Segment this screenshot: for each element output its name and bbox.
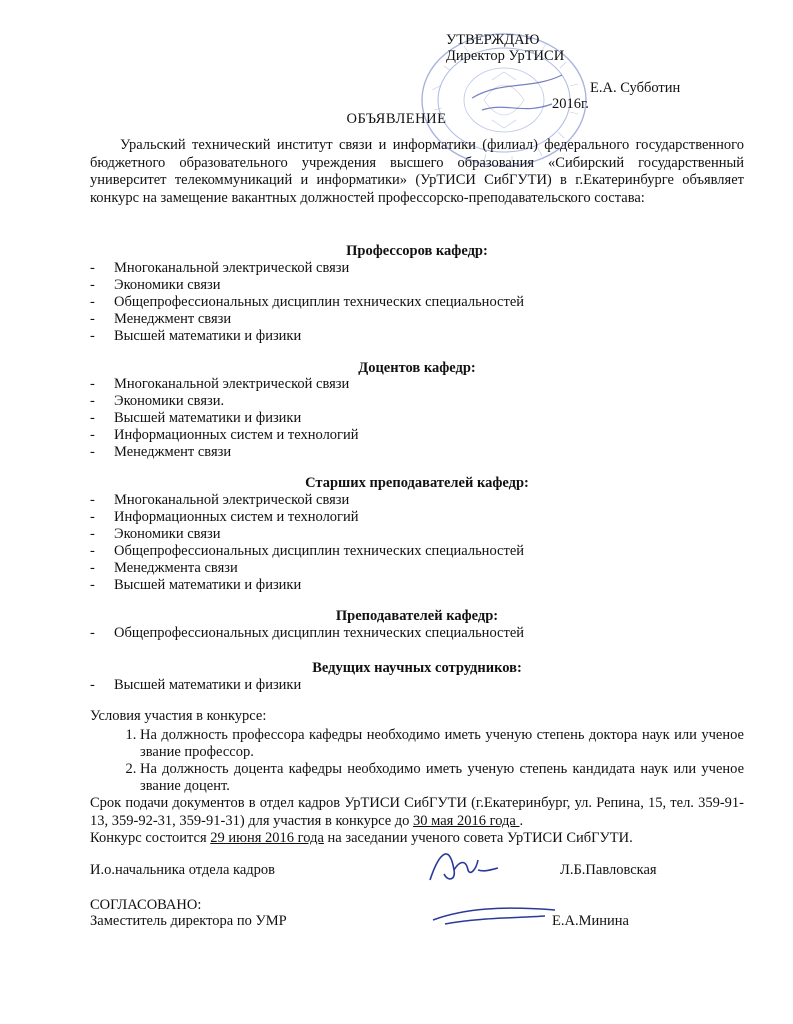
list-item: - Информационных систем и технологий: [90, 427, 744, 444]
list-senior-lecturers: [90, 492, 744, 594]
conditions-list: [90, 727, 744, 795]
list-item: - Высшей математики и физики: [90, 410, 744, 427]
list-item: - Высшей математики и физики: [90, 577, 744, 594]
list-item: - Экономики связи: [90, 526, 744, 543]
list-item: - Экономики связи.: [90, 393, 744, 410]
section-heading-docents: Доцентов кафедр:: [358, 360, 476, 376]
contest-date: 29 июня 2016 года: [210, 830, 324, 846]
approve-label: УТВЕРЖДАЮ: [446, 32, 540, 48]
condition-item: 2. На должность доцента кафедры необходимо иметь ученую степень кандидата наук или ученое звание доцент.: [140, 761, 744, 795]
section-heading-senior-lecturers: Старших преподавателей кафедр:: [305, 475, 529, 491]
list-item: - Общепрофессиональных дисциплин технических специальностей: [90, 294, 744, 311]
condition-item: 1. На должность профессора кафедры необходимо иметь ученую степень доктора наук или ученое звание профессор.: [140, 727, 744, 761]
deadline-block: [90, 795, 744, 848]
contest-text-after: на заседании ученого совета УрТИСИ СибГУТИ.: [323, 830, 633, 846]
deputy-name: Е.А.Минина: [552, 913, 629, 929]
list-item: - Общепрофессиональных дисциплин технических специальностей: [90, 625, 744, 642]
deadline-date: 30 мая 2016 года: [413, 812, 520, 829]
deputy-handwritten-signature: [425, 900, 565, 930]
approval-block: [446, 32, 564, 64]
list-item: - Многоканальной электрической связи: [90, 492, 744, 509]
director-position: Директор УрТИСИ: [446, 48, 565, 64]
list-docents: [90, 376, 744, 461]
list-item: - Многоканальной электрической связи: [90, 376, 744, 393]
list-item: - Экономики связи: [90, 277, 744, 294]
deadline-end: .: [519, 812, 524, 829]
document-title: ОБЪЯВЛЕНИЕ: [346, 111, 447, 127]
list-item: - Менеджмент связи: [90, 444, 744, 461]
intro-paragraph: [90, 137, 744, 207]
list-item: - Менеджмента связи: [90, 560, 744, 577]
deputy-position: Заместитель директора по УМР: [90, 913, 287, 929]
list-item: - Высшей математики и физики: [90, 328, 744, 345]
section-heading-lecturers: Преподавателей кафедр:: [335, 608, 499, 624]
list-item: - Многоканальной электрической связи: [90, 260, 744, 277]
deadline-text: Срок подачи документов в отдел кадров УрТИСИ СибГУТИ (г.Екатеринбург, ул. Репина, 15, тел. 359-91-13, 359-92-31, 359-91-31) для участия в конкурсе до: [90, 795, 744, 829]
contest-text: Конкурс состоится: [90, 830, 211, 846]
director-name: Е.А. Субботин: [590, 80, 681, 96]
list-item: - Менеджмент связи: [90, 311, 744, 328]
conditions-title: Условия участия в конкурсе:: [90, 708, 267, 724]
list-researchers: [90, 677, 744, 694]
list-item: - Общепрофессиональных дисциплин технических специальностей: [90, 543, 744, 560]
agreed-label: СОГЛАСОВАНО:: [90, 897, 202, 913]
section-heading-professors: Профессоров кафедр:: [346, 243, 488, 259]
conditions-block: [90, 708, 744, 795]
intro-text: Уральский технический институт связи и информатики (филиал) федерального государственного бюджетного образовательного учреждения высшего образования «Сибирский государственный университет телекоммуникаций и информатики» (УрТИСИ СибГУТИ) в г.Екатеринбурге объявляет конкурс на замещение вакантных должностей профессорско-преподавательского состава:: [90, 137, 744, 206]
list-item: - Высшей математики и физики: [90, 677, 744, 694]
list-lecturers: [90, 625, 744, 642]
list-item: - Информационных систем и технологий: [90, 509, 744, 526]
approval-year: 2016г.: [552, 96, 589, 112]
hr-position: И.о.начальника отдела кадров: [90, 862, 275, 878]
hr-name: Л.Б.Павловская: [560, 862, 657, 878]
hr-handwritten-signature: [420, 840, 520, 890]
list-professors: [90, 260, 744, 345]
section-heading-researchers: Ведущих научных сотрудников:: [312, 660, 522, 676]
